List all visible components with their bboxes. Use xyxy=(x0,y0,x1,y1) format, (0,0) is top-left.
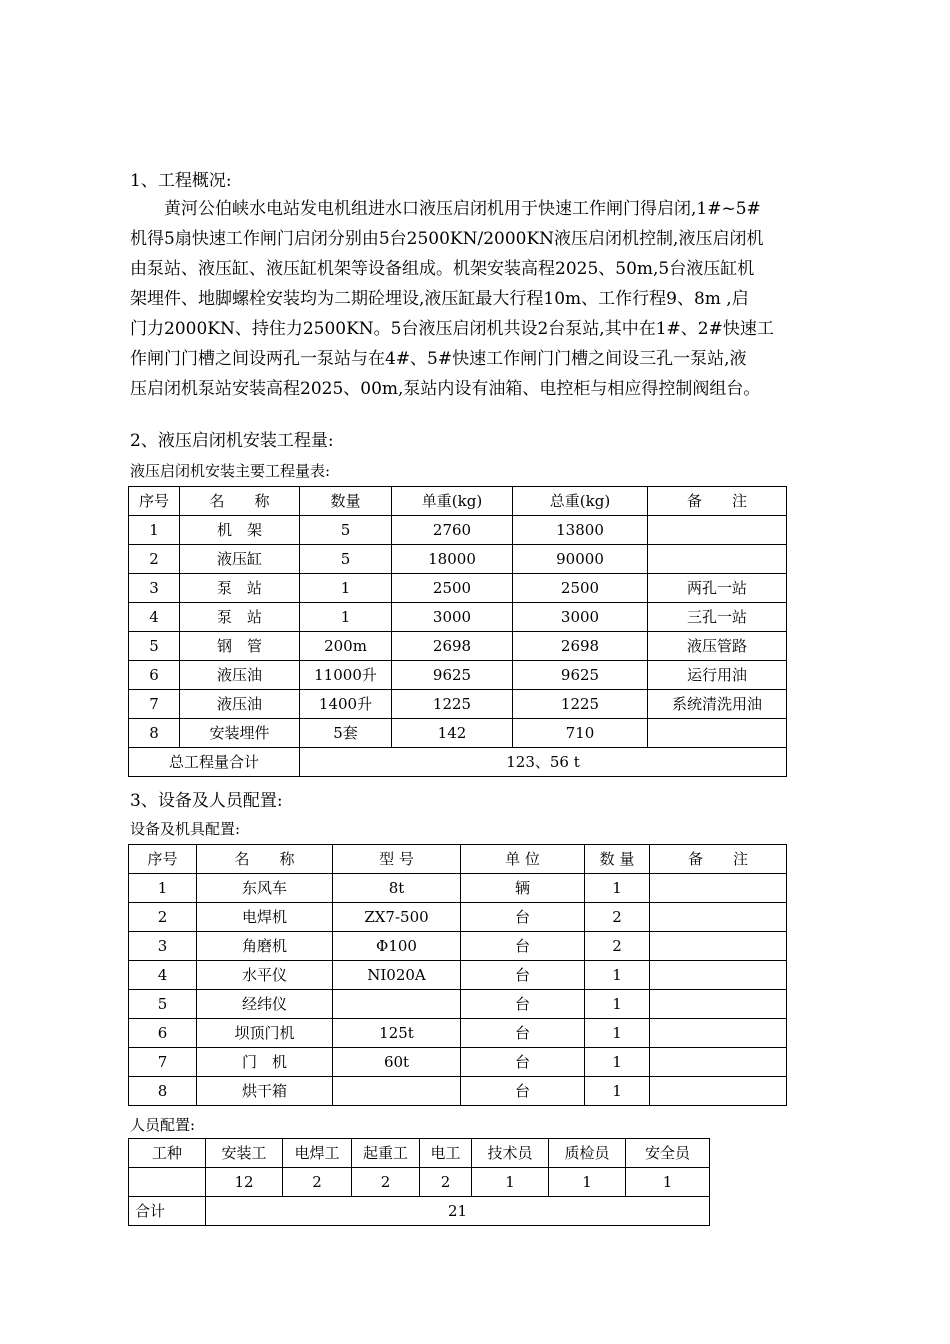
table-row xyxy=(129,990,787,1019)
table-cell: 坝顶门机 xyxy=(197,1019,333,1048)
table-cell xyxy=(650,1077,787,1106)
table-cell: 液压油 xyxy=(180,661,300,690)
table-cell: 1 xyxy=(585,1048,650,1077)
table-total-row xyxy=(129,1197,710,1226)
table-cell: 水平仪 xyxy=(197,961,333,990)
table-cell: 5 xyxy=(300,516,392,545)
table-cell: 台 xyxy=(461,961,585,990)
paragraph-line: 架埋件、地脚螺栓安装均为二期砼埋设,液压缸最大行程10m、工作行程9、8m ,启 xyxy=(130,289,749,309)
table-cell: 泵 站 xyxy=(180,603,300,632)
table-cell xyxy=(648,545,787,574)
table-cell: 2500 xyxy=(513,574,648,603)
table-cell: 液压缸 xyxy=(180,545,300,574)
table-cell: 1400升 xyxy=(300,690,392,719)
table-cell: 1 xyxy=(585,1077,650,1106)
equipment-table-caption: 设备及机具配置: xyxy=(130,820,241,838)
table-cell: 2 xyxy=(420,1168,472,1197)
table-cell: 1225 xyxy=(392,690,513,719)
table-cell: 2 xyxy=(129,903,197,932)
table-cell xyxy=(648,516,787,545)
header-cell: 安装工 xyxy=(206,1139,283,1168)
table-cell: 两孔一站 xyxy=(648,574,787,603)
table-cell: 6 xyxy=(129,661,180,690)
table-cell: 三孔一站 xyxy=(648,603,787,632)
table-cell: 1 xyxy=(472,1168,549,1197)
table-row xyxy=(129,1048,787,1077)
table-cell: 液压管路 xyxy=(648,632,787,661)
table-row xyxy=(129,874,787,903)
table-cell: 东风车 xyxy=(197,874,333,903)
table-cell: NI020A xyxy=(333,961,461,990)
table-row xyxy=(129,574,787,603)
table-cell: 台 xyxy=(461,903,585,932)
table-cell: 13800 xyxy=(513,516,648,545)
table-cell: 7 xyxy=(129,1048,197,1077)
table-cell: 1 xyxy=(626,1168,710,1197)
total-value-cell: 123、56 t xyxy=(300,748,787,777)
header-cell: 备 注 xyxy=(648,487,787,516)
table-cell: 3000 xyxy=(513,603,648,632)
table-cell: 辆 xyxy=(461,874,585,903)
table-cell: 2760 xyxy=(392,516,513,545)
table-row xyxy=(129,932,787,961)
table-row xyxy=(129,961,787,990)
table-cell: 90000 xyxy=(513,545,648,574)
header-cell: 数 量 xyxy=(585,845,650,874)
table-cell xyxy=(650,1048,787,1077)
table-row xyxy=(129,719,787,748)
table-cell: 经纬仪 xyxy=(197,990,333,1019)
table-row xyxy=(129,1019,787,1048)
table-cell: 200m xyxy=(300,632,392,661)
table-cell: 142 xyxy=(392,719,513,748)
personnel-table xyxy=(128,1138,710,1226)
table-cell: 机 架 xyxy=(180,516,300,545)
total-label-cell: 总工程量合计 xyxy=(129,748,300,777)
table-cell: 6 xyxy=(129,1019,197,1048)
header-cell: 数量 xyxy=(300,487,392,516)
paragraph-line: 由泵站、液压缸、液压缸机架等设备组成。机架安装高程2025、50m,5台液压缸机 xyxy=(130,259,755,279)
table-cell: 台 xyxy=(461,1048,585,1077)
table-row xyxy=(129,661,787,690)
table-cell: 2 xyxy=(585,903,650,932)
table-cell: 8 xyxy=(129,1077,197,1106)
paragraph-line: 黄河公伯峡水电站发电机组进水口液压启闭机用于快速工作闸门得启闭,1#~5# xyxy=(130,199,761,219)
table-cell: 1 xyxy=(549,1168,626,1197)
table-row xyxy=(129,690,787,719)
table-cell: 9625 xyxy=(513,661,648,690)
header-cell: 序号 xyxy=(129,487,180,516)
table-cell: 台 xyxy=(461,990,585,1019)
table-cell: 3 xyxy=(129,932,197,961)
table-cell xyxy=(650,961,787,990)
table-cell: 角磨机 xyxy=(197,932,333,961)
header-cell: 电焊工 xyxy=(283,1139,352,1168)
table-cell: ZX7-500 xyxy=(333,903,461,932)
table-cell: 8 xyxy=(129,719,180,748)
table-row xyxy=(129,903,787,932)
table-cell: 2 xyxy=(352,1168,420,1197)
table-cell: 1 xyxy=(300,574,392,603)
table-cell: 3 xyxy=(129,574,180,603)
quantity-table-caption: 液压启闭机安装主要工程量表: xyxy=(130,462,331,480)
table-cell: 1 xyxy=(129,516,180,545)
table-header-row xyxy=(129,487,787,516)
table-cell: 12 xyxy=(206,1168,283,1197)
header-cell: 名 称 xyxy=(180,487,300,516)
table-cell: 1 xyxy=(585,961,650,990)
table-cell xyxy=(650,990,787,1019)
table-cell: 2 xyxy=(283,1168,352,1197)
paragraph-line: 压启闭机泵站安装高程2025、00m,泵站内设有油箱、电控柜与相应得控制阀组台。 xyxy=(130,379,761,399)
table-cell: 系统清洗用油 xyxy=(648,690,787,719)
table-cell xyxy=(333,990,461,1019)
header-cell: 总重(kg) xyxy=(513,487,648,516)
quantity-table xyxy=(128,486,787,777)
table-row xyxy=(129,1168,710,1197)
paragraph-line: 作闸门门槽之间设两孔一泵站与在4#、5#快速工作闸门门槽之间设三孔一泵站,液 xyxy=(130,349,747,369)
header-cell: 备 注 xyxy=(650,845,787,874)
table-row xyxy=(129,516,787,545)
equipment-table xyxy=(128,844,787,1106)
table-cell: 4 xyxy=(129,961,197,990)
overview-paragraph xyxy=(130,194,790,404)
table-cell: 5套 xyxy=(300,719,392,748)
table-cell: 台 xyxy=(461,1077,585,1106)
table-cell: 9625 xyxy=(392,661,513,690)
table-cell: 2698 xyxy=(513,632,648,661)
table-cell: 液压油 xyxy=(180,690,300,719)
table-cell: 710 xyxy=(513,719,648,748)
header-cell: 工种 xyxy=(129,1139,206,1168)
header-cell: 质检员 xyxy=(549,1139,626,1168)
table-total-row xyxy=(129,748,787,777)
table-cell: 烘干箱 xyxy=(197,1077,333,1106)
table-cell: 安装埋件 xyxy=(180,719,300,748)
header-cell: 型 号 xyxy=(333,845,461,874)
table-cell xyxy=(333,1077,461,1106)
table-cell: 8t xyxy=(333,874,461,903)
table-cell: 11000升 xyxy=(300,661,392,690)
table-cell: 2 xyxy=(129,545,180,574)
table-cell xyxy=(650,874,787,903)
table-cell: 4 xyxy=(129,603,180,632)
header-cell: 起重工 xyxy=(352,1139,420,1168)
table-cell: 1 xyxy=(129,874,197,903)
table-row xyxy=(129,632,787,661)
table-row xyxy=(129,1077,787,1106)
table-cell: 5 xyxy=(129,632,180,661)
table-cell: 60t xyxy=(333,1048,461,1077)
table-cell: 运行用油 xyxy=(648,661,787,690)
table-cell: 125t xyxy=(333,1019,461,1048)
table-cell: 钢 管 xyxy=(180,632,300,661)
table-cell: 2500 xyxy=(392,574,513,603)
table-cell: Φ100 xyxy=(333,932,461,961)
table-header-row xyxy=(129,845,787,874)
table-cell: 台 xyxy=(461,1019,585,1048)
header-cell: 名 称 xyxy=(197,845,333,874)
table-cell: 1 xyxy=(585,1019,650,1048)
table-cell xyxy=(650,903,787,932)
table-header-row xyxy=(129,1139,710,1168)
table-cell xyxy=(648,719,787,748)
header-cell: 安全员 xyxy=(626,1139,710,1168)
paragraph-line: 机得5扇快速工作闸门启闭分别由5台2500KN/2000KN液压启闭机控制,液压启闭机 xyxy=(130,229,764,249)
header-cell: 序号 xyxy=(129,845,197,874)
personnel-table-caption: 人员配置: xyxy=(130,1116,196,1134)
table-cell: 1225 xyxy=(513,690,648,719)
total-value-cell: 21 xyxy=(206,1197,710,1226)
table-cell: 1 xyxy=(300,603,392,632)
table-cell: 7 xyxy=(129,690,180,719)
table-cell xyxy=(650,932,787,961)
total-label-cell: 合计 xyxy=(129,1197,206,1226)
table-cell: 台 xyxy=(461,932,585,961)
table-cell: 2698 xyxy=(392,632,513,661)
table-cell: 3000 xyxy=(392,603,513,632)
table-cell: 电焊机 xyxy=(197,903,333,932)
header-cell: 电工 xyxy=(420,1139,472,1168)
paragraph-line: 门力2000KN、持住力2500KN。5台液压启闭机共设2台泵站,其中在1#、2#快速工 xyxy=(130,319,774,339)
table-cell xyxy=(129,1168,206,1197)
table-cell: 门 机 xyxy=(197,1048,333,1077)
section3-heading: 3、设备及人员配置: xyxy=(130,791,283,811)
table-cell: 5 xyxy=(129,990,197,1019)
section1-heading: 1、工程概况: xyxy=(130,171,232,191)
table-cell: 1 xyxy=(585,990,650,1019)
section2-heading: 2、液压启闭机安装工程量: xyxy=(130,431,334,451)
table-cell xyxy=(650,1019,787,1048)
table-cell: 18000 xyxy=(392,545,513,574)
header-cell: 技术员 xyxy=(472,1139,549,1168)
table-cell: 1 xyxy=(585,874,650,903)
table-row xyxy=(129,545,787,574)
header-cell: 单 位 xyxy=(461,845,585,874)
table-cell: 泵 站 xyxy=(180,574,300,603)
table-cell: 2 xyxy=(585,932,650,961)
header-cell: 单重(kg) xyxy=(392,487,513,516)
table-row xyxy=(129,603,787,632)
table-cell: 5 xyxy=(300,545,392,574)
